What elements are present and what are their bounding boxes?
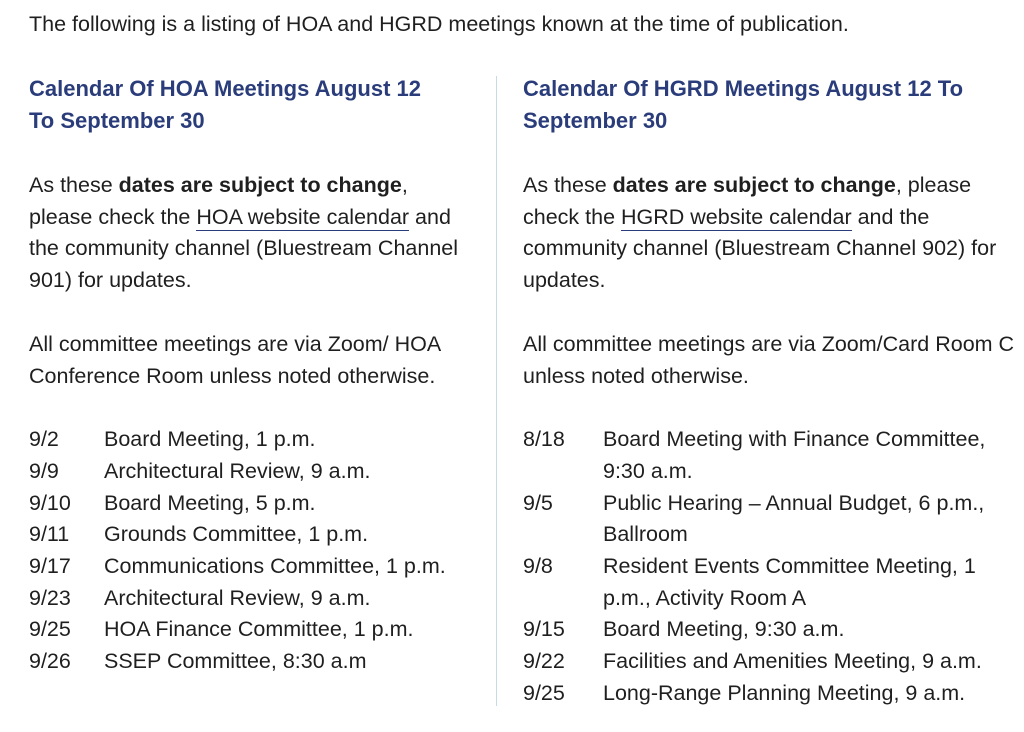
hoa-website-calendar-link[interactable]: HOA website calendar [196, 204, 410, 229]
meeting-description: Board Meeting, 9:30 a.m. [603, 617, 845, 642]
list-item [523, 488, 1018, 551]
hoa-zoom-note: All committee meetings are via Zoom/ HOA Conference Room unless noted otherwise. [29, 331, 441, 388]
hoa-meeting-list [29, 424, 474, 678]
hgrd-column [523, 73, 1018, 710]
hoa-notice-bold: dates are subject to change [118, 173, 402, 197]
meeting-description: Board Meeting, 5 p.m. [104, 490, 316, 515]
hgrd-notice [523, 170, 1018, 297]
hgrd-heading-line1: Calendar Of HGRD Meetings August 12 To [523, 76, 964, 101]
hoa-notice-mid: , please check the [29, 173, 408, 229]
list-item [29, 488, 474, 520]
hoa-heading [29, 73, 474, 137]
hoa-notice-pre: As these [29, 173, 119, 197]
hgrd-notice-bold: dates are subject to change [612, 173, 896, 197]
meeting-date: 8/18 [523, 427, 565, 452]
hgrd-notice-mid: , please check the [523, 173, 972, 229]
meeting-date: 9/11 [29, 522, 70, 547]
meeting-description: Resident Events Committee Meeting, 1 p.m., Activity Room A [603, 554, 976, 610]
list-item [29, 551, 474, 583]
column-divider [496, 76, 497, 706]
meeting-description: Long-Range Planning Meeting, 9 a.m. [603, 680, 966, 705]
meeting-date: 9/17 [29, 554, 71, 579]
list-item [523, 551, 1018, 614]
meeting-date: 9/15 [523, 617, 565, 642]
hoa-notice-post: and the community channel (Bluestream Channel 901) for updates. [29, 204, 459, 293]
meeting-description: Grounds Committee, 1 p.m. [104, 522, 369, 547]
hgrd-heading [523, 73, 1018, 137]
list-item [29, 456, 474, 488]
hgrd-meeting-list [523, 424, 1018, 709]
meeting-date: 9/2 [29, 427, 59, 452]
meeting-date: 9/8 [523, 554, 553, 579]
meeting-date: 9/10 [29, 490, 71, 515]
meeting-description: Architectural Review, 9 a.m. [104, 458, 371, 483]
list-item [29, 646, 474, 678]
meeting-date: 9/9 [29, 458, 59, 483]
meeting-date: 9/22 [523, 649, 565, 674]
meeting-description: Architectural Review, 9 a.m. [104, 585, 371, 610]
meeting-date: 9/26 [29, 649, 71, 674]
hgrd-notice-post: and the community channel (Bluestream Channel 902) for updates. [523, 204, 997, 293]
list-item [523, 646, 1018, 678]
list-item [29, 519, 474, 551]
list-item [523, 424, 1018, 487]
hoa-column [29, 73, 474, 678]
meeting-date: 9/5 [523, 490, 553, 515]
meeting-description: Facilities and Amenities Meeting, 9 a.m. [603, 649, 982, 674]
meeting-date: 9/25 [523, 680, 565, 705]
list-item [523, 678, 1018, 710]
hoa-heading-line2: To September 30 [29, 108, 205, 133]
meeting-description: Board Meeting, 1 p.m. [104, 427, 316, 452]
hgrd-website-calendar-link[interactable]: HGRD website calendar [621, 204, 852, 229]
intro-text: The following is a listing of HOA and HGRD meetings known at the time of publication. [29, 12, 849, 36]
hgrd-zoom-note: All committee meetings are via Zoom/Card Room C unless noted otherwise. [523, 331, 1015, 388]
hgrd-heading-line2: September 30 [523, 108, 668, 133]
hoa-notice [29, 170, 474, 297]
meeting-description: Board Meeting with Finance Committee, 9:30 a.m. [603, 427, 986, 483]
meeting-date: 9/25 [29, 617, 71, 642]
meeting-description: Communications Committee, 1 p.m. [104, 554, 446, 579]
meeting-description: Public Hearing – Annual Budget, 6 p.m., Ballroom [603, 490, 985, 547]
hgrd-notice-pre: As these [523, 173, 613, 197]
meeting-description: SSEP Committee, 8:30 a.m [104, 649, 367, 674]
list-item [523, 614, 1018, 646]
hoa-heading-line1: Calendar Of HOA Meetings August 12 [29, 76, 421, 101]
list-item [29, 614, 474, 646]
list-item [29, 583, 474, 615]
meeting-date: 9/23 [29, 585, 71, 610]
list-item [29, 424, 474, 456]
meeting-description: HOA Finance Committee, 1 p.m. [104, 617, 414, 642]
